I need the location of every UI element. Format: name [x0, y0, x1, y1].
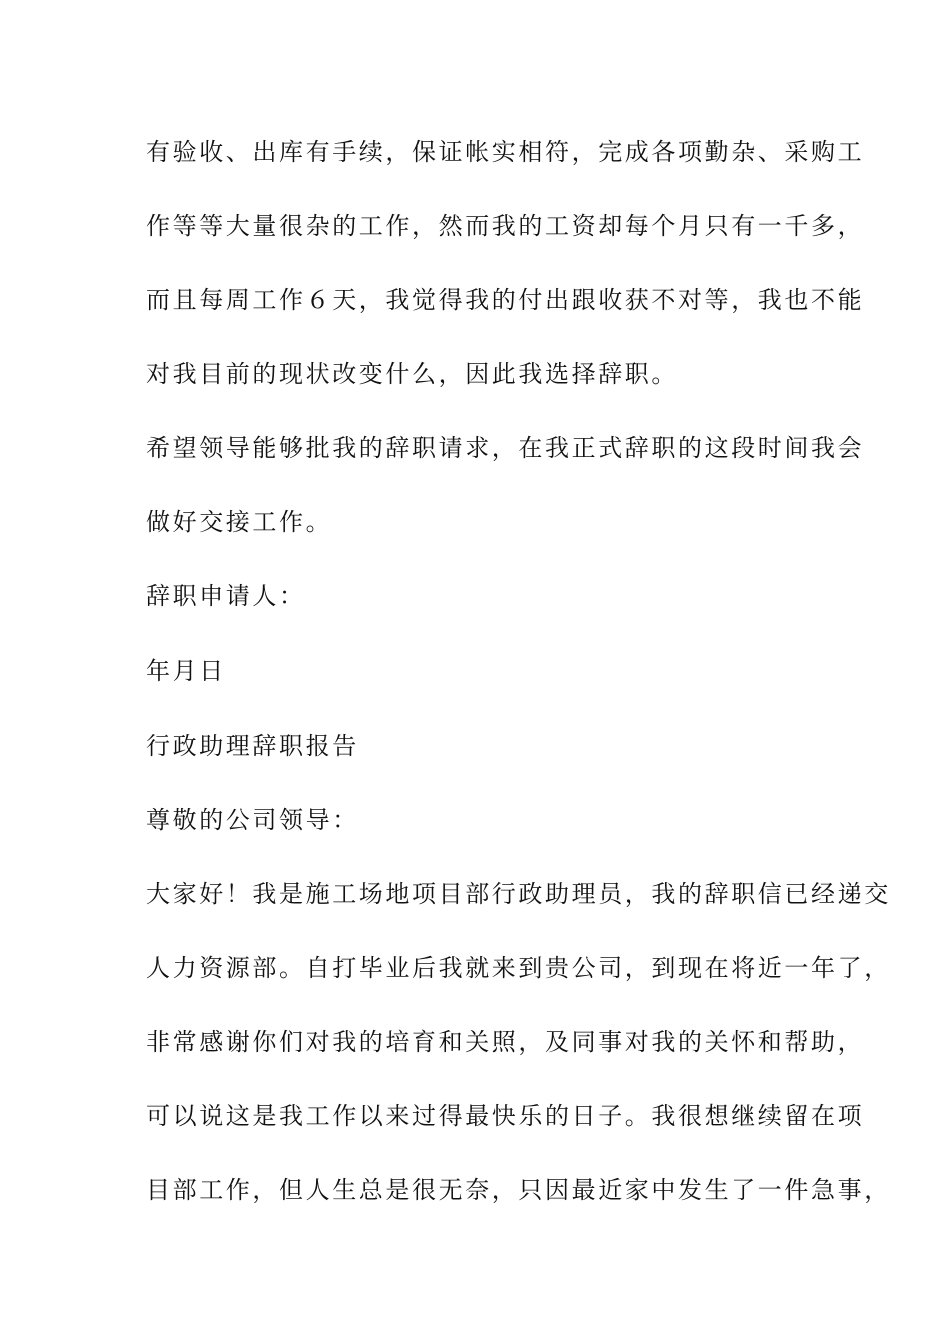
body-line-5: 希望领导能够批我的辞职请求，在我正式辞职的这段时间我会 — [146, 434, 865, 462]
body-line-6: 做好交接工作。 — [146, 508, 333, 536]
body-line-4: 对我目前的现状改变什么，因此我选择辞职。 — [146, 360, 678, 388]
section-title: 行政助理辞职报告 — [146, 732, 359, 760]
body-line-11: 大家好！我是施工场地项目部行政助理员，我的辞职信已经递交 — [146, 880, 891, 908]
body-line-1: 有验收、出库有手续，保证帐实相符，完成各项勤杂、采购工 — [146, 138, 865, 166]
body-line-3: 而且每周工作６天，我觉得我的付出跟收获不对等，我也不能 — [146, 286, 865, 314]
salutation: 尊敬的公司领导： — [146, 806, 359, 834]
body-line-13: 非常感谢你们对我的培育和关照，及同事对我的关怀和帮助， — [146, 1028, 865, 1056]
date-line: 年月日 — [146, 657, 226, 685]
body-line-12: 人力资源部。自打毕业后我就来到贵公司，到现在将近一年了， — [146, 954, 891, 982]
body-line-2: 作等等大量很杂的工作，然而我的工资却每个月只有一千多， — [146, 212, 865, 240]
body-line-14: 可以说这是我工作以来过得最快乐的日子。我很想继续留在项 — [146, 1102, 865, 1130]
signature-label: 辞职申请人： — [146, 582, 306, 610]
body-line-15: 目部工作，但人生总是很无奈，只因最近家中发生了一件急事， — [146, 1176, 891, 1204]
